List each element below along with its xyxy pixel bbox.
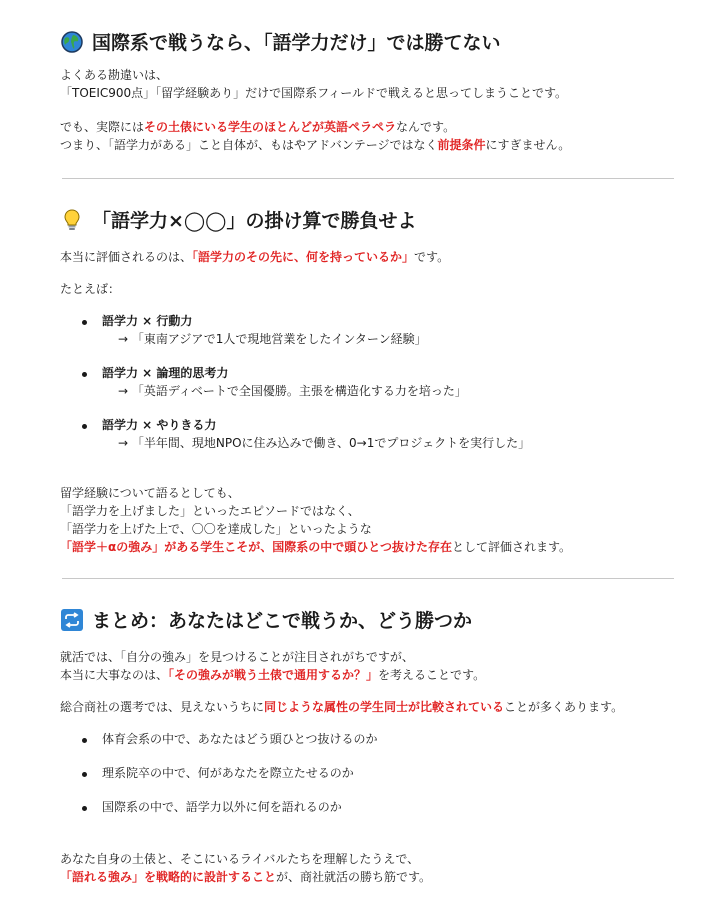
section3-p2-highlight: 同じような属性の学生同士が比較されている (264, 700, 505, 714)
divider (62, 178, 674, 179)
section1-p3-a: つまり、「語学力がある」こと自体が、もはやアドバンテージではなく (60, 138, 438, 152)
list-item-title: 語学力 × やりきる力 (102, 418, 217, 432)
section2-intro (60, 248, 449, 266)
bullet (82, 806, 87, 811)
section3-heading-row (60, 606, 472, 633)
section3-p1-highlight: 「その強みが戦う土俵で通用するか？」 (168, 668, 379, 682)
section1-p1-line2: 「TOEIC900点」「留学経験あり」だけで国際系フィールドで戦えると思ってしまうことです。 (60, 86, 568, 100)
list-item: 国際系の中で、語学力以外に何を語れるのか (102, 800, 342, 814)
list-item: 理系院卒の中で、何があなたを際立たせるのか (102, 766, 354, 780)
section1-p2 (60, 118, 455, 136)
section1-p2-a: でも、実際には (60, 120, 145, 134)
repeat-icon (60, 608, 84, 632)
section2-close-highlight: 「語学＋αの強み」がある学生こそが、国際系の中で頭ひとつ抜けた存在 (60, 540, 453, 554)
section1-p3 (60, 136, 570, 154)
section1-p1-line1: よくある勘違いは、 (60, 68, 169, 82)
section2-example-label: たとえば： (60, 282, 121, 296)
bullet (82, 424, 87, 429)
list-item-detail: → 「半年間、現地NPOに住み込みで働き、0→1でプロジェクトを実行した」 (118, 436, 531, 450)
section3-final-line2 (60, 868, 431, 886)
section2-close-line4 (60, 538, 571, 556)
section3-p2-a: 総合商社の選考では、見えないうちに (60, 700, 265, 714)
bullet (82, 320, 87, 325)
section3-p1-a: 本当に大事なのは、 (60, 668, 169, 682)
bullet (82, 372, 87, 377)
section2-close-b: として評価されます。 (452, 540, 572, 554)
section1-heading: 国際系で戦うなら、「語学力だけ」では勝てない (92, 32, 501, 54)
section2-heading: 「語学力×◯◯」の掛け算で勝負せよ (92, 210, 417, 232)
section2-close-line3: 「語学力を上げた上で、〇〇を達成した」といったような (60, 522, 372, 536)
section3-p1-line1: 就活では、「自分の強み」を見つけることが注目されがちですが、 (60, 650, 414, 664)
section3-p2-b: ことが多くあります。 (504, 700, 624, 714)
section2-close-line2: 「語学力を上げました」といったエピソードではなく、 (60, 504, 360, 518)
section1-p2-highlight: その土俵にいる学生のほとんどが英語ペラペラ (144, 120, 397, 134)
section1-p3-highlight: 前提条件 (437, 138, 486, 152)
list-item-title: 語学力 × 行動力 (102, 314, 193, 328)
section1-heading-row (60, 28, 501, 55)
section1-p2-b: なんです。 (396, 120, 456, 134)
section3-p1-b: を考えることです。 (378, 668, 486, 682)
section3-heading: まとめ：あなたはどこで戦うか、どう勝つか (92, 610, 473, 632)
lightbulb-icon (60, 208, 84, 232)
bullet (82, 772, 87, 777)
list-item-detail: → 「東南アジアで1人で現地営業をしたインターン経験」 (118, 332, 427, 346)
bullet (82, 738, 87, 743)
section3-final-line1: あなた自身の土俵と、そこにいるライバルたちを理解したうえで、 (60, 852, 420, 866)
section2-close-line1: 留学経験について語るとしても、 (60, 486, 240, 500)
section3-final-b: が、商社就活の勝ち筋です。 (276, 870, 432, 884)
section3-p2 (60, 698, 623, 716)
section2-heading-row (60, 206, 416, 233)
section2-intro-a: 本当に評価されるのは、 (60, 250, 193, 264)
list-item-detail: → 「英語ディベートで全国優勝。主張を構造化する力を培った」 (118, 384, 467, 398)
list-item: 体育会系の中で、あなたはどう頭ひとつ抜けるのか (102, 732, 378, 746)
globe-icon (60, 30, 84, 54)
list-item-title: 語学力 × 論理的思考力 (102, 366, 229, 380)
divider (62, 578, 674, 579)
section3-p1-line2 (60, 666, 485, 684)
section2-intro-b: です。 (414, 250, 450, 264)
section2-intro-highlight: 「語学力のその先に、何を持っているか」 (192, 250, 415, 264)
section3-final-highlight: 「語れる強み」を戦略的に設計すること (60, 870, 277, 884)
section1-p3-b: にすぎません。 (485, 138, 571, 152)
